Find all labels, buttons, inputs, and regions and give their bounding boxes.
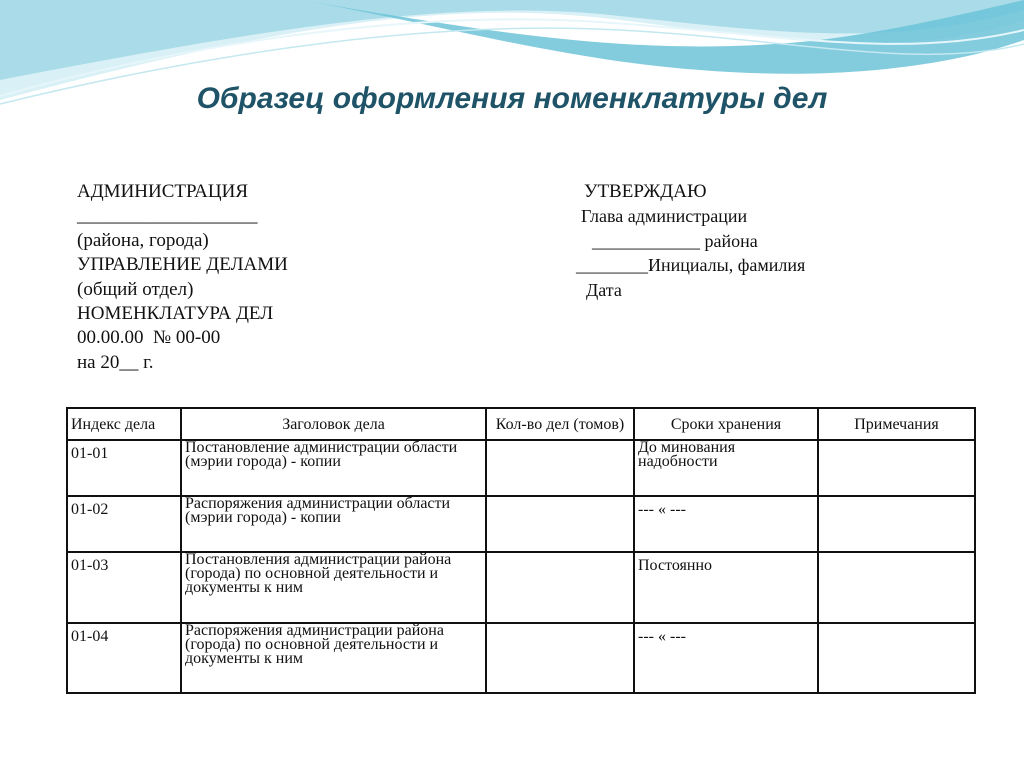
- cell-count: [486, 440, 634, 496]
- column-header-retention: Сроки хранения: [634, 408, 818, 440]
- cell-index: 01-02: [67, 496, 181, 552]
- cell-count: [486, 623, 634, 693]
- approve-label: УТВЕРЖДАЮ: [584, 181, 707, 202]
- document-number: 00.00.00 № 00-00: [77, 327, 221, 349]
- cell-notes: [818, 496, 975, 552]
- cell-notes: [818, 623, 975, 693]
- cell-heading: Распоряжения администрации района (города) по основной деятельности и документы к ним: [181, 623, 486, 693]
- general-office-label: (общий отдел): [77, 278, 194, 300]
- district-city-label: (района, города): [77, 229, 209, 251]
- table-row: [67, 623, 975, 693]
- cell-index: 01-04: [67, 623, 181, 693]
- approval-block: [576, 180, 805, 302]
- date-label: Дата: [586, 279, 622, 300]
- column-header-heading: Заголовок дела: [181, 408, 486, 440]
- column-header-count: Кол-во дел (томов): [486, 408, 634, 440]
- left-header-block: [77, 180, 288, 375]
- table-header-row: [67, 408, 975, 440]
- cell-index: 01-01: [67, 440, 181, 496]
- cell-notes: [818, 552, 975, 623]
- table-row: [67, 440, 975, 496]
- cell-index: 01-03: [67, 552, 181, 623]
- cell-retention: --- « ---: [634, 623, 818, 693]
- district-signature-line: ____________ района: [592, 230, 758, 251]
- table-row: [67, 496, 975, 552]
- year-label: на 20__ г.: [77, 351, 154, 373]
- cell-heading: Постановление администрации области (мэрии города) - копии: [181, 440, 486, 496]
- nomenclature-label: НОМЕНКЛАТУРА ДЕЛ: [77, 303, 274, 325]
- cell-retention: Постоянно: [634, 552, 818, 623]
- column-header-index: Индекс дела: [67, 408, 181, 440]
- cell-count: [486, 496, 634, 552]
- head-of-administration-label: Глава администрации: [581, 206, 748, 227]
- cell-notes: [818, 440, 975, 496]
- nomenclature-table: [66, 407, 976, 694]
- cell-heading: Постановления администрации района (города) по основной деятельности и документы к ним: [181, 552, 486, 623]
- column-header-notes: Примечания: [818, 408, 975, 440]
- page-title: Образец оформления номенклатуры дел: [196, 82, 828, 115]
- cell-retention: --- « ---: [634, 496, 818, 552]
- cell-count: [486, 552, 634, 623]
- organization-blank-line: ___________________: [77, 205, 258, 227]
- cell-retention: До минования надобности: [634, 440, 818, 496]
- table-row: [67, 552, 975, 623]
- cell-heading: Распоряжения администрации области (мэрии города) - копии: [181, 496, 486, 552]
- organization-label: АДМИНИСТРАЦИЯ: [77, 181, 248, 202]
- initials-surname-line: ________Инициалы, фамилия: [576, 255, 806, 276]
- department-label: УПРАВЛЕНИЕ ДЕЛАМИ: [77, 254, 288, 276]
